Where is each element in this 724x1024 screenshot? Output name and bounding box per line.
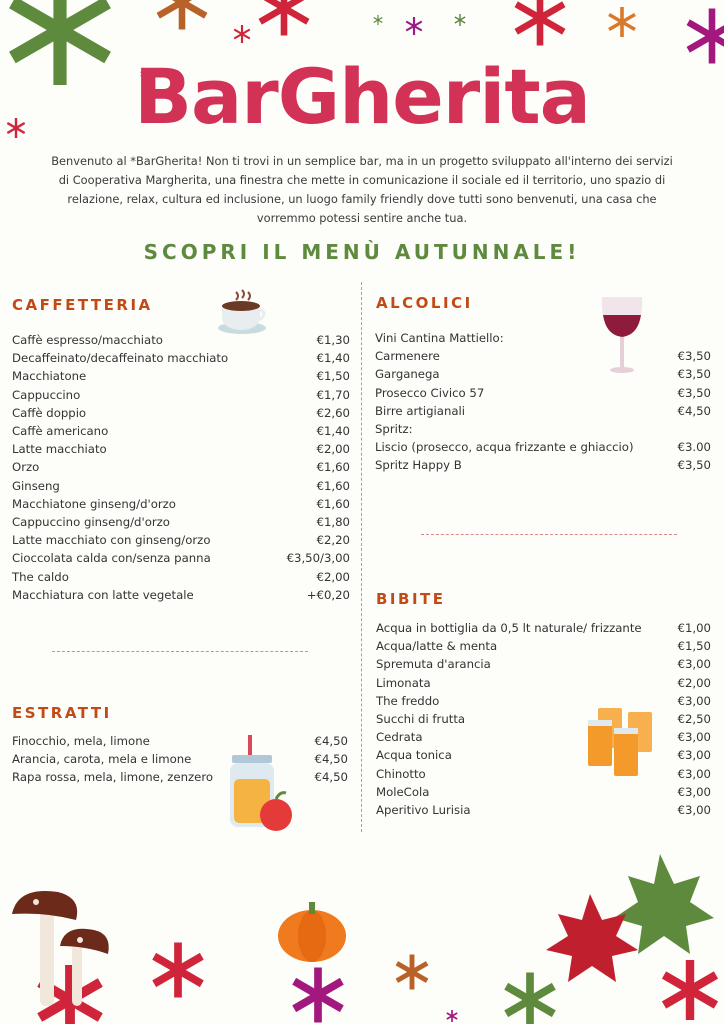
red-asterisk-icon [662, 960, 718, 1020]
menu-item-name: Cappuccino [12, 387, 81, 402]
menu-item-price: €1,00 [677, 621, 711, 636]
menu-item-price: €4,50 [314, 734, 348, 749]
menu-item-price: €1,40 [316, 424, 350, 439]
menu-item [12, 567, 350, 585]
menu-item-price: €2,20 [316, 533, 350, 548]
menu-item-price: €4,50 [314, 752, 348, 767]
column-divider [361, 282, 362, 832]
menu-item-price: €3.00 [677, 440, 711, 455]
menu-item-name: MoleCola [376, 784, 430, 799]
intro-text: Benvenuto al *BarGherita! Non ti trovi in un semplice bar, ma in un progetto sviluppato all'interno dei servizi di Cooperativa Margherita, una finestra che mette in comunicazione il sociale ed il territorio, uno spazio di relazione, relax, cultura ed inclusione, un luogo family friendly dove tutti sono benvenuti, una casa che vorremmo potessi sentire anche tua. [51, 154, 673, 225]
menu-item-name: Macchiatone ginseng/d'orzo [12, 496, 176, 511]
menu-item-price: €3,00 [677, 766, 711, 781]
menu-item-price: €1,40 [316, 351, 350, 366]
menu-item-name: Liscio (prosecco, acqua frizzante e ghiaccio) [375, 440, 634, 455]
menu-item-name: Carmenere [375, 349, 440, 364]
menu-item-name: Cappuccino ginseng/d'orzo [12, 514, 170, 529]
menu-item [375, 420, 711, 438]
menu-item [12, 549, 350, 567]
menu-item [12, 732, 348, 750]
menu-item [376, 783, 711, 801]
menu-item [375, 456, 711, 474]
menu-item-name: Caffè americano [12, 424, 109, 439]
menu-item [12, 349, 350, 367]
menu-item-price: €3,00 [677, 784, 711, 799]
menu-item [375, 347, 711, 365]
red-asterisk-icon [152, 943, 203, 998]
red-asterisk-icon [259, 0, 310, 36]
menu-item-price: €4,50 [314, 770, 348, 785]
menu-item [12, 531, 350, 549]
menu-item-name: Acqua/latte & menta [376, 639, 498, 654]
menu-item-name: The freddo [376, 693, 440, 708]
menu-item-price: +€0,20 [306, 587, 350, 602]
menu-item-name: Caffè espresso/macchiato [12, 333, 163, 348]
menu-item-name: Spritz Happy B [375, 458, 462, 473]
menu-item-name: Ginseng [12, 478, 60, 493]
menu-item-price: €3,00 [677, 748, 711, 763]
menu-subtitle: SCOPRI IL MENÙ AUTUNNALE! [143, 240, 581, 264]
menu-item [376, 746, 711, 764]
bottom-decorations [0, 850, 724, 1024]
menu-item-name: Finocchio, mela, limone [12, 734, 150, 749]
menu-item-name: Cioccolata calda con/senza panna [12, 551, 211, 566]
menu-item-name: Latte macchiato [12, 442, 107, 457]
small-green-asterisk-icon [454, 14, 465, 26]
menu-item-name: Acqua tonica [376, 748, 452, 763]
caffetteria-list [12, 331, 350, 604]
menu-item-name: Cedrata [376, 730, 423, 745]
menu-item [376, 619, 711, 637]
menu-item [12, 750, 348, 768]
menu-item [12, 586, 350, 604]
menu-item [12, 495, 350, 513]
red-asterisk-icon [515, 0, 566, 45]
menu-item [12, 367, 350, 385]
section-title-caffetteria: CAFFETTERIA [12, 296, 153, 314]
pumpkin-icon [278, 902, 346, 962]
menu-item-name: Birre artigianali [375, 403, 466, 418]
menu-item [376, 637, 711, 655]
menu-item-price: €2,00 [316, 442, 350, 457]
menu-item-name: Acqua in bottiglia da 0,5 lt naturale/ frizzante [376, 621, 642, 636]
menu-item [376, 692, 711, 710]
menu-item [375, 329, 711, 347]
estratti-list [12, 732, 348, 787]
menu-item-name: Macchiatone [12, 369, 87, 384]
orange-asterisk-icon [157, 0, 208, 30]
divider [52, 651, 308, 652]
section-title-bibite: BIBITE [376, 590, 446, 608]
orange-asterisk-icon [608, 7, 636, 37]
small-purple-asterisk-icon [406, 17, 423, 35]
menu-item [12, 404, 350, 422]
menu-item [12, 513, 350, 531]
small-green-asterisk-icon [373, 15, 382, 25]
menu-item-price: €3,50 [677, 385, 711, 400]
menu-item-name: Orzo [12, 460, 40, 475]
menu-item-name: Succhi di frutta [376, 712, 466, 727]
menu-item [12, 477, 350, 495]
orange-juice-glasses-icon [586, 706, 660, 780]
menu-item [12, 768, 348, 786]
menu-item-price: €1,60 [316, 478, 350, 493]
menu-item-price: €2,50 [677, 712, 711, 727]
menu-item [12, 440, 350, 458]
menu-item-name: Prosecco Civico 57 [375, 385, 485, 400]
menu-item-name: Rapa rossa, mela, limone, zenzero [12, 770, 214, 785]
menu-item-price: €1,60 [316, 460, 350, 475]
menu-item-price: €2,00 [677, 675, 711, 690]
menu-item [375, 402, 711, 420]
divider [421, 534, 677, 535]
menu-item-name: Limonata [376, 675, 431, 690]
alcolici-list [375, 329, 711, 475]
section-title-alcolici: ALCOLICI [376, 294, 473, 312]
menu-item [375, 438, 711, 456]
menu-item-price: €1,50 [677, 639, 711, 654]
menu-item [376, 728, 711, 746]
menu-item-name: Macchiatura con latte vegetale [12, 587, 194, 602]
menu-item-price: €3,50 [677, 349, 711, 364]
menu-item-price: €1,70 [316, 387, 350, 402]
section-title-estratti: ESTRATTI [12, 704, 112, 722]
small-purple-asterisk-icon [446, 1010, 457, 1022]
juice-jar-icon [226, 733, 296, 833]
page-title: BarGherita [134, 52, 590, 141]
menu-item-price: €3,50/3,00 [286, 551, 350, 566]
menu-item-price: €1,80 [316, 514, 350, 529]
menu-item [376, 674, 711, 692]
menu-item-name: Vini Cantina Mattiello: [375, 331, 504, 346]
menu-item-name: Aperitivo Lurisia [376, 802, 471, 817]
menu-item [376, 710, 711, 728]
menu-item [376, 801, 711, 819]
bibite-list [376, 619, 711, 819]
purple-asterisk-icon [292, 968, 343, 1023]
menu-item-price: €3,50 [677, 458, 711, 473]
menu-item [376, 765, 711, 783]
menu-item-price: €2,60 [316, 405, 350, 420]
menu-item [12, 386, 350, 404]
menu-item-name: Spremuta d'arancia [376, 657, 491, 672]
menu-item-name: Latte macchiato con ginseng/orzo [12, 533, 211, 548]
green-asterisk-icon [504, 973, 555, 1024]
menu-item-price: €3,00 [677, 802, 711, 817]
coffee-cup-icon [216, 288, 268, 336]
menu-item-name: The caldo [12, 569, 69, 584]
menu-item-price: €3,50 [677, 367, 711, 382]
menu-item-price: €3,00 [677, 657, 711, 672]
menu-item-name: Chinotto [376, 766, 426, 781]
menu-item-price: €3,00 [677, 730, 711, 745]
menu-item-name: Spritz: [375, 422, 413, 437]
menu-item-price: €1,50 [316, 369, 350, 384]
menu-item [375, 384, 711, 402]
small-red-asterisk-icon [234, 25, 251, 43]
orange-asterisk-icon [396, 955, 429, 990]
menu-item [12, 331, 350, 349]
menu-item-name: Decaffeinato/decaffeinato macchiato [12, 351, 229, 366]
menu-item-name: Garganega [375, 367, 440, 382]
menu-item-name: Arancia, carota, mela e limone [12, 752, 192, 767]
menu-item-price: €2,00 [316, 569, 350, 584]
menu-item-price: €1,30 [316, 333, 350, 348]
menu-item-price: €4,50 [677, 403, 711, 418]
menu-item-name: Caffè doppio [12, 405, 87, 420]
menu-item-price: €1,60 [316, 496, 350, 511]
menu-item-price: €3,00 [677, 693, 711, 708]
menu-item [375, 365, 711, 383]
menu-item [12, 458, 350, 476]
menu-item [376, 655, 711, 673]
menu-item [12, 422, 350, 440]
